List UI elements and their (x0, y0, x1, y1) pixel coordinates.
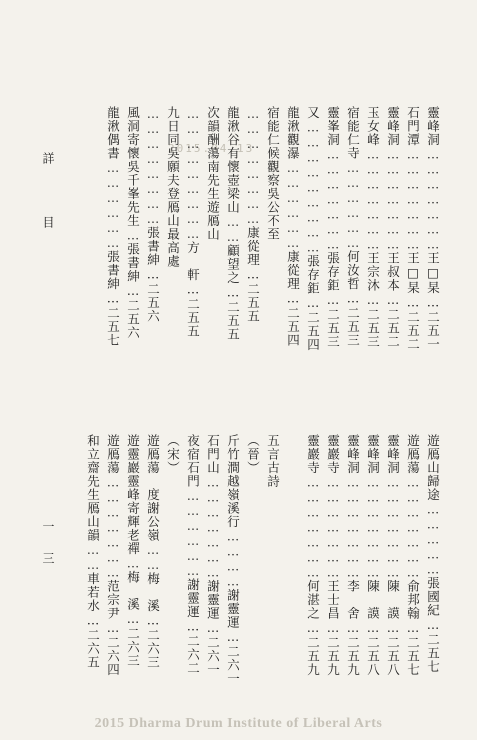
toc-entry (346, 106, 359, 347)
entry-pg: …二五八 (385, 620, 401, 677)
entry-pg: …二五一 (425, 294, 441, 351)
entry-title: 遊鴈蕩 度謝公嶺 (145, 434, 161, 542)
entry-pg: …二五四 (305, 295, 321, 352)
toc-entry (146, 434, 159, 669)
entry-lead: ………………… (365, 146, 381, 252)
entry-pg: …二五四 (285, 290, 301, 347)
toc-entry (366, 434, 379, 677)
entry-title: （晉） (245, 434, 261, 475)
entry-title: 宿能仁候觀察吳公不至 (265, 106, 281, 241)
toc-entry (246, 106, 259, 323)
entry-title: 靈峰洞 (365, 434, 381, 475)
entry-author: 陳 謨 (385, 579, 401, 620)
toc-entry (226, 106, 239, 341)
entry-title: 靈巖寺 (305, 434, 321, 475)
entry-lead: ………………… (365, 474, 381, 580)
entry-lead: ………………… (205, 474, 221, 580)
toc-entry (226, 434, 239, 686)
entry-title: 玉女峰 (365, 106, 381, 147)
entry-author: 張存鉅 (325, 251, 341, 292)
entry-lead: …… (85, 542, 101, 572)
entry-lead: ………………… (325, 474, 341, 580)
toc-entry (166, 106, 179, 268)
toc-entry (186, 106, 199, 338)
entry-lead: ………………… (325, 146, 341, 252)
entry-title: 靈峰洞 (425, 106, 441, 147)
entry-pg: …二六四 (105, 620, 121, 677)
entry-title: 五言古詩 (265, 434, 281, 488)
entry-author: 張書紳 (105, 250, 121, 291)
entry-author: 王□杲 (405, 251, 421, 295)
entry-author: 王宗沐 (365, 251, 381, 292)
entry-author: 俞邦翰 (405, 579, 421, 620)
toc-entry (366, 106, 379, 349)
entry-pg: …二五九 (325, 620, 341, 677)
entry-lead: ………………… (425, 146, 441, 252)
entry-author: 顧望之 (225, 244, 241, 285)
entry-lead: ………………… (105, 474, 121, 580)
entry-lead: ……………… (105, 160, 121, 250)
toc-entry (266, 434, 279, 488)
toc-entry (306, 434, 319, 677)
entry-author: 何湛之 (305, 579, 321, 620)
entry-title: 靈峰洞 (345, 434, 361, 475)
toc-entry (326, 106, 339, 349)
entry-title: 遊靈巖靈峰寄輝老禪 (125, 434, 141, 556)
entry-title: 風洞寄懷吳千峯先生 (125, 106, 141, 228)
toc-entry (306, 106, 319, 352)
entry-author: 李 舍 (345, 579, 361, 620)
entry-author: 王士昌 (325, 579, 341, 620)
entry-lead: ………………… (345, 474, 361, 580)
entry-title: 遊鴈山歸途 (425, 434, 441, 502)
toc-entry (126, 434, 139, 668)
entry-author: 張國紀 (425, 576, 441, 617)
faint-date-stamp: 2015.04.13 (168, 142, 255, 155)
entry-lead: …………………… (145, 106, 161, 226)
entry-lead: …………… (425, 501, 441, 577)
entry-pg: …二五八 (365, 620, 381, 677)
entry-author: 范宗尹 (105, 579, 121, 620)
entry-pg: …二五九 (305, 620, 321, 677)
entry-lead: ……………………… (185, 106, 201, 241)
footer-watermark: 2015 Dharma Drum Institute of Liberal Arts (94, 716, 383, 731)
entry-lead: ……………… (345, 160, 361, 250)
entry-lead: …… (145, 542, 161, 572)
toc-entry (326, 434, 339, 677)
entry-pg: …二六一 (225, 629, 241, 686)
entry-lead: … (125, 227, 141, 243)
entry-title: 靈巖寺 (325, 434, 341, 475)
entry-author: 康從理 (245, 226, 261, 267)
entry-lead: ………………… (385, 146, 401, 252)
entry-lead: …… (225, 214, 241, 244)
entry-pg: …二五三 (345, 290, 361, 347)
entry-author: 張存鉅 (305, 254, 321, 295)
entry-title: 和立齋先生鴈山韻 (85, 434, 101, 542)
entry-pg: …二五二 (405, 294, 421, 351)
toc-entry (246, 434, 259, 475)
toc-entry (406, 106, 419, 351)
entry-pg: …二六三 (145, 612, 161, 669)
entry-lead: ……………… (285, 160, 301, 250)
toc-entry (206, 106, 219, 241)
entry-title: 龍湫偶書 (105, 106, 121, 160)
toc-entry (106, 434, 119, 677)
toc-entry (286, 106, 299, 347)
entry-pg: …二六五 (85, 612, 101, 669)
entry-author: 王□杲 (425, 251, 441, 295)
entry-author: 方 軒 (185, 241, 201, 282)
entry-pg: …二五九 (345, 620, 361, 677)
entry-pg: …二五三 (325, 292, 341, 349)
toc-entry (406, 434, 419, 677)
toc-entry (126, 106, 139, 340)
entry-lead: ………………… (405, 474, 421, 580)
entry-author: 張書紳 (145, 226, 161, 267)
entry-author: 王叔本 (385, 251, 401, 292)
entry-title: 龍湫谷有懷壺梁山 (225, 106, 241, 214)
entry-pg: …二五六 (145, 266, 161, 323)
entry-title: 夜宿石門 (185, 434, 201, 488)
entry-pg: …二五五 (185, 281, 201, 338)
entry-author: 康從理 (285, 250, 301, 291)
toc-entry (106, 106, 119, 347)
entry-title: 宿能仁寺 (345, 106, 361, 160)
entry-lead: ……………… (185, 488, 201, 578)
entry-pg: …二五二 (385, 292, 401, 349)
entry-lead: ………………… (385, 474, 401, 580)
entry-author: 何汝哲 (345, 250, 361, 291)
entry-title: 石門潭 (405, 106, 421, 147)
toc-entry (386, 106, 399, 349)
entry-lead: ………………… (305, 474, 321, 580)
entry-author: 陳 謨 (365, 579, 381, 620)
entry-title: 斤竹澗越嶺溪行 (225, 434, 241, 529)
entry-pg: …二五三 (365, 292, 381, 349)
entry-author: 謝靈運 (225, 588, 241, 629)
entry-title: 靈峰洞 (385, 106, 401, 147)
entry-title: 石門山 (205, 434, 221, 475)
entry-title: 遊鴈蕩 (105, 434, 121, 475)
entry-title: 次韻酬蕩南先生遊鴈山 (205, 106, 221, 241)
entry-pg: …二六二 (185, 618, 201, 675)
entry-author: 車若水 (85, 572, 101, 613)
entry-lead: ………………… (405, 146, 421, 252)
entry-lead: … (125, 555, 141, 571)
toc-entry (166, 434, 179, 475)
entry-title: 遊鴈蕩 (405, 434, 421, 475)
toc-entry (86, 434, 99, 669)
entry-lead: ………… (225, 528, 241, 589)
entry-pg: …二六三 (125, 611, 141, 668)
entry-title: 九日同吳願夫登鴈山最高處 (165, 106, 181, 268)
toc-entry (346, 434, 359, 677)
entry-pg: …二五六 (125, 283, 141, 340)
entry-title: 靈峰洞 (385, 434, 401, 475)
entry-pg: …二五七 (425, 617, 441, 674)
entry-pg: …二五七 (105, 290, 121, 347)
entry-title: （宋） (165, 434, 181, 475)
entry-pg: …二五五 (245, 266, 261, 323)
entry-lead: ……………………… (305, 119, 321, 255)
entry-author: 梅 溪 (145, 572, 161, 613)
page-number: 一三 (41, 520, 55, 584)
entry-title: 又 (305, 106, 321, 120)
running-header: 詳 目 (41, 152, 55, 248)
entry-lead: …………………… (245, 106, 261, 226)
entry-author: 謝靈運 (205, 579, 221, 620)
entry-author: 梅 溪 (125, 570, 141, 611)
entry-pg: …二五七 (405, 620, 421, 677)
toc-entry (146, 106, 159, 323)
toc-entry (206, 434, 219, 677)
entry-title: 靈峯洞 (325, 106, 341, 147)
entry-author: 謝靈運 (185, 578, 201, 619)
toc-entry (266, 106, 279, 241)
entry-pg: …二六一 (205, 620, 221, 677)
entry-author: 張書紳 (125, 242, 141, 283)
toc-entry (426, 434, 439, 674)
entry-pg: …二五五 (225, 284, 241, 341)
toc-entry (426, 106, 439, 351)
entry-title: 龍湫觀瀑 (285, 106, 301, 160)
toc-entry (386, 434, 399, 677)
toc-entry (186, 434, 199, 675)
